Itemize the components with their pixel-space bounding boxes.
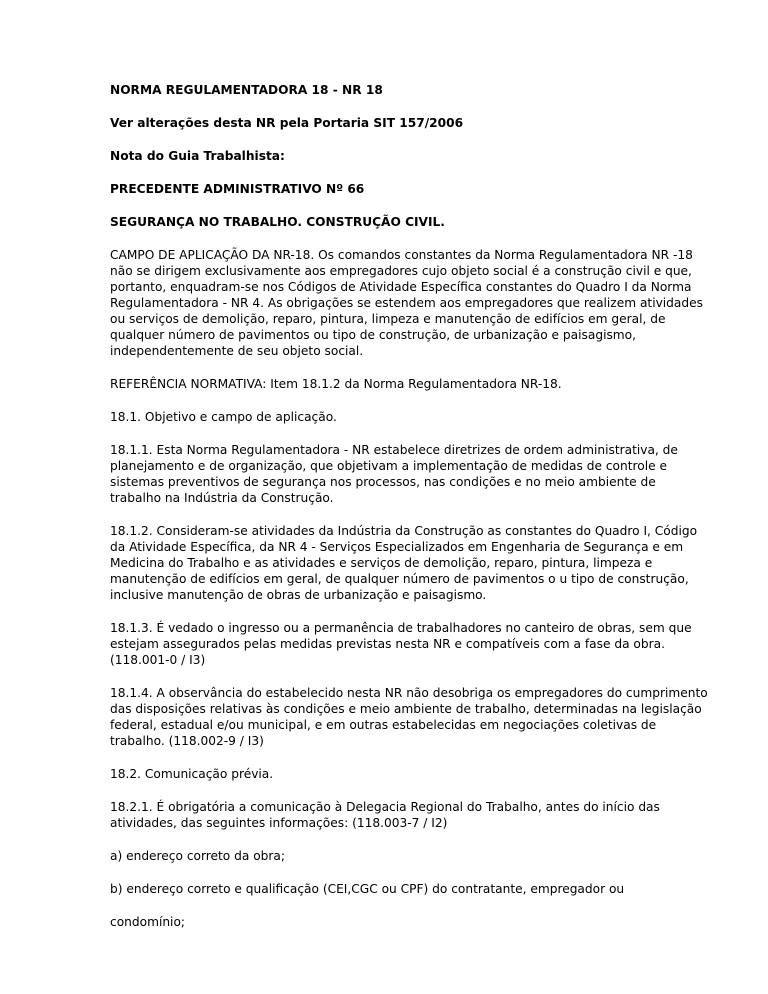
section-18-1-2: 18.1.2. Consideram-se atividades da Indústria da Construção as constantes do Quadro I, Código da Atividade Específica, da NR 4 - Serviços Especializados em Engenharia de Segurança e em Medicina do Trabalho e as atividades e serviços de demolição, reparo, pintura, limpeza e manutenção de edifícios em geral, de qualquer número de pavimentos o u tipo de construção, inclusive manutenção de obras de urbanização e paisagismo. xyxy=(110,524,698,602)
alteracoes-notice: Ver alterações desta NR pela Portaria SIT 157/2006 xyxy=(110,116,464,130)
section-18-1-1: 18.1.1. Esta Norma Regulamentadora - NR estabelece diretrizes de ordem administrativa, de planejamento e de organização, que objetivam a implementação de medidas de controle e sistemas preventivos de segurança nos processos, nas condições e no meio ambiente de trabalho na Indústria da Construção. xyxy=(110,443,678,505)
document-body xyxy=(110,82,710,947)
list-item-b: b) endereço correto e qualificação (CEI,CGC ou CPF) do contratante, empregador ou xyxy=(110,882,625,896)
document-title: NORMA REGULAMENTADORA 18 - NR 18 xyxy=(110,83,383,97)
referencia-normativa-paragraph: REFERÊNCIA NORMATIVA: Item 18.1.2 da Norma Regulamentadora NR-18. xyxy=(110,377,562,391)
guia-note-heading: Nota do Guia Trabalhista: xyxy=(110,149,285,163)
precedente-heading: PRECEDENTE ADMINISTRATIVO Nº 66 xyxy=(110,182,365,196)
section-18-1-3: 18.1.3. É vedado o ingresso ou a permanência de trabalhadores no canteiro de obras, sem que estejam assegurados pelas medidas previstas nesta NR e compatíveis com a fase da obra. (118.001-0 / I3) xyxy=(110,621,692,667)
section-18-2-1: 18.2.1. É obrigatória a comunicação à Delegacia Regional do Trabalho, antes do início das atividades, das seguintes informações: (118.003-7 / I2) xyxy=(110,800,660,830)
campo-aplicacao-paragraph: CAMPO DE APLICAÇÃO DA NR-18. Os comandos constantes da Norma Regulamentadora NR -18 não se dirigem exclusivamente aos empregadores cujo objeto social é a construção civil e que, portanto, enquadram-se nos Códigos de Atividade Específica constantes do Quadro I da Norma Regulamentadora - NR 4. As obrigações se estendem aos empregadores que realizem atividades ou serviços de demolição, reparo, pintura, limpeza e manutenção de edifícios em geral, de qualquer número de pavimentos ou tipo de construção, de urbanização e paisagismo, independentemente de seu objeto social. xyxy=(110,248,703,358)
list-item-b-continuation: condomínio; xyxy=(110,915,186,929)
list-item-a: a) endereço correto da obra; xyxy=(110,849,285,863)
section-18-2: 18.2. Comunicação prévia. xyxy=(110,767,274,781)
section-18-1: 18.1. Objetivo e campo de aplicação. xyxy=(110,410,337,424)
section-18-1-4: 18.1.4. A observância do estabelecido nesta NR não desobriga os empregadores do cumprimento das disposições relativas às condições e meio ambiente de trabalho, determinadas na legislação federal, estadual e/ou municipal, e em outras estabelecidas em negociações coletivas de trabalho. (118.002-9 / I3) xyxy=(110,686,708,748)
seguranca-heading: SEGURANÇA NO TRABALHO. CONSTRUÇÃO CIVIL. xyxy=(110,215,445,229)
